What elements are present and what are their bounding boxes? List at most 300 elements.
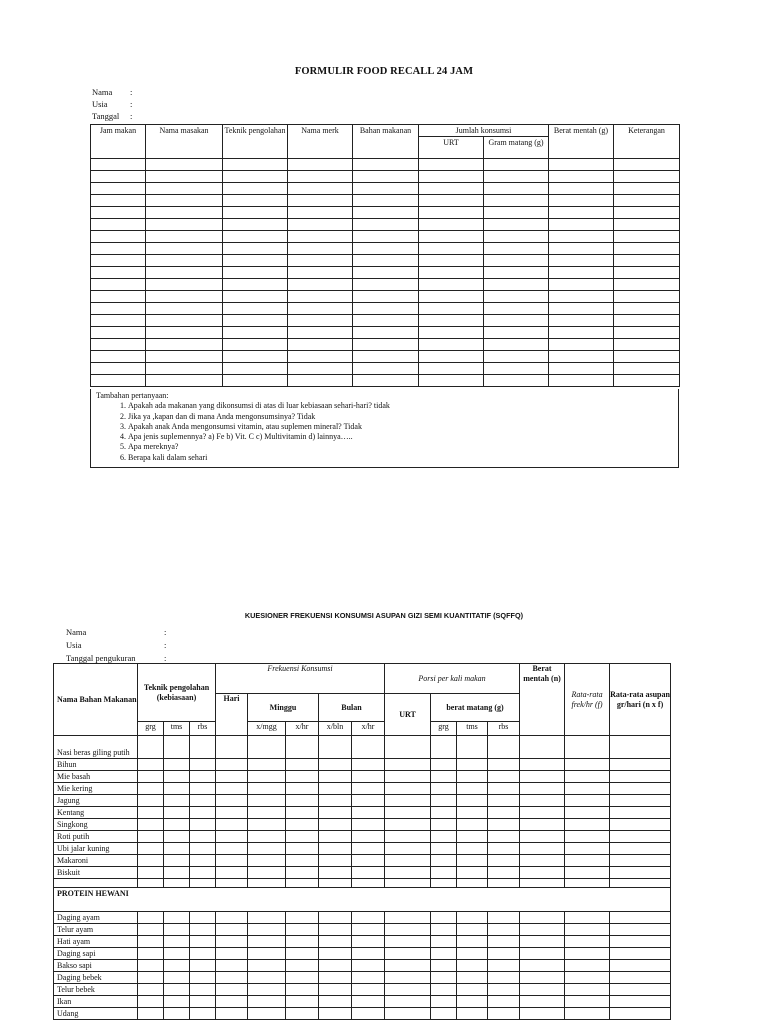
sqffq-cell[interactable]	[457, 736, 488, 759]
sqffq-cell[interactable]	[457, 972, 488, 984]
sqffq-cell[interactable]	[248, 843, 286, 855]
sqffq-cell[interactable]	[488, 867, 520, 879]
recall-cell[interactable]	[419, 207, 484, 219]
sqffq-cell[interactable]	[610, 783, 671, 795]
sqffq-cell[interactable]	[610, 879, 671, 888]
sqffq-cell[interactable]	[457, 1008, 488, 1020]
sqffq-cell[interactable]	[431, 1008, 457, 1020]
sqffq-cell[interactable]	[352, 736, 385, 759]
sqffq-cell[interactable]	[216, 867, 248, 879]
sqffq-cell[interactable]	[352, 1008, 385, 1020]
sqffq-cell[interactable]	[385, 912, 431, 924]
sqffq-cell[interactable]	[565, 795, 610, 807]
recall-cell[interactable]	[419, 375, 484, 387]
recall-cell[interactable]	[146, 207, 223, 219]
sqffq-cell[interactable]	[352, 771, 385, 783]
sqffq-cell[interactable]	[286, 996, 319, 1008]
recall-cell[interactable]	[549, 327, 614, 339]
sqffq-cell[interactable]	[488, 879, 520, 888]
recall-cell[interactable]	[484, 291, 549, 303]
sqffq-cell[interactable]	[431, 924, 457, 936]
recall-cell[interactable]	[91, 231, 146, 243]
recall-cell[interactable]	[288, 351, 353, 363]
recall-cell[interactable]	[146, 315, 223, 327]
sqffq-cell[interactable]	[565, 972, 610, 984]
sqffq-cell[interactable]	[248, 855, 286, 867]
sqffq-cell[interactable]	[610, 795, 671, 807]
sqffq-cell[interactable]	[488, 771, 520, 783]
recall-cell[interactable]	[549, 219, 614, 231]
sqffq-cell[interactable]	[286, 867, 319, 879]
sqffq-cell[interactable]	[190, 867, 216, 879]
sqffq-cell[interactable]	[352, 843, 385, 855]
sqffq-cell[interactable]	[138, 771, 164, 783]
sqffq-cell[interactable]	[565, 984, 610, 996]
recall-cell[interactable]	[549, 183, 614, 195]
recall-cell[interactable]	[223, 231, 288, 243]
recall-cell[interactable]	[353, 351, 419, 363]
sqffq-cell[interactable]	[190, 996, 216, 1008]
recall-cell[interactable]	[288, 207, 353, 219]
sqffq-cell[interactable]	[488, 996, 520, 1008]
sqffq-cell[interactable]	[457, 912, 488, 924]
sqffq-cell[interactable]	[565, 807, 610, 819]
sqffq-cell[interactable]	[431, 984, 457, 996]
recall-cell[interactable]	[223, 375, 288, 387]
recall-cell[interactable]	[353, 243, 419, 255]
recall-cell[interactable]	[484, 195, 549, 207]
sqffq-cell[interactable]	[164, 759, 190, 771]
sqffq-cell[interactable]	[138, 936, 164, 948]
recall-cell[interactable]	[288, 315, 353, 327]
sqffq-cell[interactable]	[520, 912, 565, 924]
recall-cell[interactable]	[549, 375, 614, 387]
sqffq-cell[interactable]	[216, 795, 248, 807]
recall-cell[interactable]	[91, 219, 146, 231]
recall-cell[interactable]	[614, 351, 680, 363]
recall-cell[interactable]	[419, 327, 484, 339]
recall-cell[interactable]	[223, 159, 288, 171]
sqffq-cell[interactable]	[520, 984, 565, 996]
sqffq-cell[interactable]	[520, 924, 565, 936]
sqffq-cell[interactable]	[610, 948, 671, 960]
sqffq-cell[interactable]	[385, 936, 431, 948]
sqffq-cell[interactable]	[520, 1008, 565, 1020]
sqffq-cell[interactable]	[164, 984, 190, 996]
recall-cell[interactable]	[146, 267, 223, 279]
recall-cell[interactable]	[353, 171, 419, 183]
recall-cell[interactable]	[91, 303, 146, 315]
recall-cell[interactable]	[353, 315, 419, 327]
sqffq-cell[interactable]	[190, 948, 216, 960]
sqffq-cell[interactable]	[138, 879, 164, 888]
sqffq-cell[interactable]	[457, 948, 488, 960]
sqffq-cell[interactable]	[610, 867, 671, 879]
sqffq-cell[interactable]	[565, 759, 610, 771]
sqffq-cell[interactable]	[610, 759, 671, 771]
recall-cell[interactable]	[146, 291, 223, 303]
sqffq-cell[interactable]	[216, 948, 248, 960]
recall-cell[interactable]	[353, 219, 419, 231]
sqffq-cell[interactable]	[286, 736, 319, 759]
sqffq-cell[interactable]	[488, 855, 520, 867]
sqffq-cell[interactable]	[248, 984, 286, 996]
sqffq-cell[interactable]	[565, 1008, 610, 1020]
sqffq-cell[interactable]	[352, 783, 385, 795]
sqffq-cell[interactable]	[138, 831, 164, 843]
sqffq-cell[interactable]	[138, 1008, 164, 1020]
sqffq-cell[interactable]	[319, 807, 352, 819]
recall-cell[interactable]	[223, 291, 288, 303]
sqffq-cell[interactable]	[190, 984, 216, 996]
recall-cell[interactable]	[484, 375, 549, 387]
sqffq-cell[interactable]	[216, 736, 248, 759]
sqffq-cell[interactable]	[164, 1008, 190, 1020]
recall-cell[interactable]	[91, 327, 146, 339]
recall-cell[interactable]	[223, 207, 288, 219]
recall-cell[interactable]	[549, 207, 614, 219]
recall-cell[interactable]	[288, 327, 353, 339]
sqffq-cell[interactable]	[352, 819, 385, 831]
sqffq-cell[interactable]	[319, 819, 352, 831]
recall-cell[interactable]	[484, 303, 549, 315]
sqffq-cell[interactable]	[352, 855, 385, 867]
sqffq-cell[interactable]	[488, 984, 520, 996]
sqffq-cell[interactable]	[457, 819, 488, 831]
sqffq-cell[interactable]	[431, 807, 457, 819]
sqffq-cell[interactable]	[352, 831, 385, 843]
sqffq-cell[interactable]	[164, 912, 190, 924]
sqffq-cell[interactable]	[286, 819, 319, 831]
recall-cell[interactable]	[614, 339, 680, 351]
sqffq-cell[interactable]	[385, 831, 431, 843]
sqffq-cell[interactable]	[286, 936, 319, 948]
recall-cell[interactable]	[549, 171, 614, 183]
sqffq-cell[interactable]	[286, 759, 319, 771]
sqffq-cell[interactable]	[431, 843, 457, 855]
sqffq-cell[interactable]	[565, 912, 610, 924]
recall-cell[interactable]	[614, 219, 680, 231]
sqffq-cell[interactable]	[216, 843, 248, 855]
recall-cell[interactable]	[419, 291, 484, 303]
sqffq-cell[interactable]	[385, 879, 431, 888]
recall-cell[interactable]	[614, 267, 680, 279]
sqffq-cell[interactable]	[488, 924, 520, 936]
recall-cell[interactable]	[614, 255, 680, 267]
sqffq-cell[interactable]	[164, 924, 190, 936]
recall-cell[interactable]	[353, 207, 419, 219]
sqffq-cell[interactable]	[385, 843, 431, 855]
sqffq-cell[interactable]	[138, 996, 164, 1008]
recall-cell[interactable]	[614, 231, 680, 243]
recall-cell[interactable]	[223, 171, 288, 183]
recall-cell[interactable]	[484, 327, 549, 339]
sqffq-cell[interactable]	[138, 807, 164, 819]
sqffq-cell[interactable]	[138, 783, 164, 795]
sqffq-cell[interactable]	[520, 972, 565, 984]
recall-cell[interactable]	[614, 291, 680, 303]
sqffq-cell[interactable]	[248, 795, 286, 807]
sqffq-cell[interactable]	[488, 759, 520, 771]
sqffq-cell[interactable]	[457, 867, 488, 879]
sqffq-cell[interactable]	[431, 972, 457, 984]
sqffq-cell[interactable]	[565, 843, 610, 855]
recall-cell[interactable]	[549, 267, 614, 279]
sqffq-cell[interactable]	[319, 996, 352, 1008]
sqffq-cell[interactable]	[216, 912, 248, 924]
sqffq-cell[interactable]	[190, 736, 216, 759]
recall-cell[interactable]	[146, 363, 223, 375]
recall-cell[interactable]	[549, 339, 614, 351]
sqffq-cell[interactable]	[319, 984, 352, 996]
recall-cell[interactable]	[91, 375, 146, 387]
sqffq-cell[interactable]	[385, 984, 431, 996]
sqffq-cell[interactable]	[190, 912, 216, 924]
sqffq-cell[interactable]	[319, 831, 352, 843]
sqffq-cell[interactable]	[488, 795, 520, 807]
sqffq-cell[interactable]	[138, 736, 164, 759]
recall-cell[interactable]	[91, 183, 146, 195]
sqffq-cell[interactable]	[520, 795, 565, 807]
recall-cell[interactable]	[549, 231, 614, 243]
sqffq-cell[interactable]	[488, 1008, 520, 1020]
sqffq-cell[interactable]	[565, 879, 610, 888]
recall-cell[interactable]	[91, 207, 146, 219]
sqffq-cell[interactable]	[286, 795, 319, 807]
sqffq-cell[interactable]	[520, 819, 565, 831]
sqffq-cell[interactable]	[164, 879, 190, 888]
sqffq-cell[interactable]	[286, 948, 319, 960]
sqffq-cell[interactable]	[248, 759, 286, 771]
sqffq-cell[interactable]	[385, 855, 431, 867]
sqffq-cell[interactable]	[190, 771, 216, 783]
sqffq-cell[interactable]	[216, 936, 248, 948]
sqffq-cell[interactable]	[565, 960, 610, 972]
sqffq-cell[interactable]	[520, 771, 565, 783]
recall-cell[interactable]	[614, 171, 680, 183]
sqffq-cell[interactable]	[457, 759, 488, 771]
sqffq-cell[interactable]	[565, 996, 610, 1008]
sqffq-cell[interactable]	[319, 855, 352, 867]
sqffq-cell[interactable]	[319, 771, 352, 783]
recall-cell[interactable]	[146, 195, 223, 207]
recall-cell[interactable]	[484, 363, 549, 375]
recall-cell[interactable]	[484, 315, 549, 327]
recall-cell[interactable]	[549, 159, 614, 171]
recall-cell[interactable]	[223, 195, 288, 207]
sqffq-cell[interactable]	[248, 1008, 286, 1020]
sqffq-cell[interactable]	[319, 1008, 352, 1020]
sqffq-cell[interactable]	[190, 831, 216, 843]
recall-cell[interactable]	[288, 243, 353, 255]
sqffq-cell[interactable]	[610, 831, 671, 843]
recall-cell[interactable]	[353, 303, 419, 315]
sqffq-cell[interactable]	[385, 759, 431, 771]
sqffq-cell[interactable]	[164, 795, 190, 807]
sqffq-cell[interactable]	[248, 807, 286, 819]
sqffq-cell[interactable]	[216, 1008, 248, 1020]
recall-cell[interactable]	[146, 375, 223, 387]
recall-cell[interactable]	[419, 351, 484, 363]
recall-cell[interactable]	[419, 219, 484, 231]
recall-cell[interactable]	[353, 159, 419, 171]
sqffq-cell[interactable]	[190, 759, 216, 771]
recall-cell[interactable]	[419, 255, 484, 267]
sqffq-cell[interactable]	[431, 759, 457, 771]
sqffq-cell[interactable]	[457, 936, 488, 948]
sqffq-cell[interactable]	[138, 924, 164, 936]
recall-cell[interactable]	[91, 351, 146, 363]
sqffq-cell[interactable]	[352, 948, 385, 960]
sqffq-cell[interactable]	[216, 924, 248, 936]
recall-cell[interactable]	[91, 243, 146, 255]
sqffq-cell[interactable]	[352, 960, 385, 972]
recall-cell[interactable]	[419, 195, 484, 207]
recall-cell[interactable]	[484, 159, 549, 171]
sqffq-cell[interactable]	[457, 924, 488, 936]
recall-cell[interactable]	[223, 339, 288, 351]
sqffq-cell[interactable]	[457, 984, 488, 996]
sqffq-cell[interactable]	[216, 984, 248, 996]
sqffq-cell[interactable]	[457, 795, 488, 807]
sqffq-cell[interactable]	[488, 843, 520, 855]
sqffq-cell[interactable]	[248, 867, 286, 879]
recall-cell[interactable]	[91, 195, 146, 207]
sqffq-cell[interactable]	[190, 1008, 216, 1020]
recall-cell[interactable]	[223, 351, 288, 363]
sqffq-cell[interactable]	[190, 783, 216, 795]
sqffq-cell[interactable]	[138, 948, 164, 960]
recall-cell[interactable]	[353, 195, 419, 207]
recall-cell[interactable]	[146, 351, 223, 363]
recall-cell[interactable]	[419, 183, 484, 195]
recall-cell[interactable]	[549, 195, 614, 207]
sqffq-cell[interactable]	[216, 855, 248, 867]
recall-cell[interactable]	[288, 183, 353, 195]
recall-cell[interactable]	[353, 267, 419, 279]
sqffq-cell[interactable]	[457, 807, 488, 819]
sqffq-cell[interactable]	[431, 936, 457, 948]
recall-cell[interactable]	[91, 339, 146, 351]
recall-cell[interactable]	[614, 363, 680, 375]
sqffq-cell[interactable]	[488, 783, 520, 795]
sqffq-cell[interactable]	[565, 831, 610, 843]
recall-cell[interactable]	[223, 363, 288, 375]
sqffq-cell[interactable]	[286, 807, 319, 819]
sqffq-cell[interactable]	[190, 879, 216, 888]
recall-cell[interactable]	[288, 255, 353, 267]
recall-cell[interactable]	[614, 243, 680, 255]
recall-cell[interactable]	[614, 195, 680, 207]
sqffq-cell[interactable]	[216, 807, 248, 819]
sqffq-cell[interactable]	[520, 807, 565, 819]
sqffq-cell[interactable]	[164, 843, 190, 855]
sqffq-cell[interactable]	[520, 936, 565, 948]
recall-cell[interactable]	[353, 363, 419, 375]
sqffq-cell[interactable]	[319, 795, 352, 807]
sqffq-cell[interactable]	[164, 736, 190, 759]
recall-cell[interactable]	[288, 339, 353, 351]
sqffq-cell[interactable]	[520, 879, 565, 888]
sqffq-cell[interactable]	[488, 807, 520, 819]
recall-cell[interactable]	[549, 291, 614, 303]
sqffq-cell[interactable]	[385, 795, 431, 807]
sqffq-cell[interactable]	[216, 759, 248, 771]
sqffq-cell[interactable]	[216, 771, 248, 783]
recall-cell[interactable]	[549, 363, 614, 375]
sqffq-cell[interactable]	[286, 984, 319, 996]
sqffq-cell[interactable]	[248, 960, 286, 972]
sqffq-cell[interactable]	[610, 972, 671, 984]
sqffq-cell[interactable]	[520, 867, 565, 879]
recall-cell[interactable]	[146, 279, 223, 291]
sqffq-cell[interactable]	[216, 996, 248, 1008]
sqffq-cell[interactable]	[138, 972, 164, 984]
recall-cell[interactable]	[146, 255, 223, 267]
sqffq-cell[interactable]	[488, 912, 520, 924]
sqffq-cell[interactable]	[190, 855, 216, 867]
recall-cell[interactable]	[614, 327, 680, 339]
sqffq-cell[interactable]	[431, 783, 457, 795]
sqffq-cell[interactable]	[457, 783, 488, 795]
sqffq-cell[interactable]	[610, 960, 671, 972]
sqffq-cell[interactable]	[457, 996, 488, 1008]
sqffq-cell[interactable]	[138, 855, 164, 867]
sqffq-cell[interactable]	[248, 831, 286, 843]
recall-cell[interactable]	[91, 159, 146, 171]
sqffq-cell[interactable]	[431, 867, 457, 879]
sqffq-cell[interactable]	[431, 795, 457, 807]
recall-cell[interactable]	[549, 243, 614, 255]
recall-cell[interactable]	[419, 363, 484, 375]
sqffq-cell[interactable]	[216, 879, 248, 888]
sqffq-cell[interactable]	[610, 819, 671, 831]
sqffq-cell[interactable]	[520, 948, 565, 960]
sqffq-cell[interactable]	[248, 783, 286, 795]
recall-cell[interactable]	[353, 375, 419, 387]
sqffq-cell[interactable]	[431, 736, 457, 759]
sqffq-cell[interactable]	[286, 855, 319, 867]
sqffq-cell[interactable]	[352, 972, 385, 984]
sqffq-cell[interactable]	[138, 795, 164, 807]
sqffq-cell[interactable]	[190, 936, 216, 948]
sqffq-cell[interactable]	[248, 936, 286, 948]
sqffq-cell[interactable]	[610, 807, 671, 819]
sqffq-cell[interactable]	[319, 972, 352, 984]
sqffq-cell[interactable]	[610, 843, 671, 855]
sqffq-cell[interactable]	[190, 795, 216, 807]
sqffq-cell[interactable]	[138, 984, 164, 996]
sqffq-cell[interactable]	[431, 912, 457, 924]
sqffq-cell[interactable]	[610, 996, 671, 1008]
recall-cell[interactable]	[146, 171, 223, 183]
sqffq-cell[interactable]	[610, 771, 671, 783]
recall-cell[interactable]	[353, 339, 419, 351]
recall-cell[interactable]	[91, 291, 146, 303]
sqffq-cell[interactable]	[385, 972, 431, 984]
recall-cell[interactable]	[419, 171, 484, 183]
recall-cell[interactable]	[484, 267, 549, 279]
sqffq-cell[interactable]	[520, 843, 565, 855]
recall-cell[interactable]	[614, 159, 680, 171]
recall-cell[interactable]	[419, 243, 484, 255]
sqffq-cell[interactable]	[431, 996, 457, 1008]
recall-cell[interactable]	[419, 339, 484, 351]
recall-cell[interactable]	[484, 207, 549, 219]
sqffq-cell[interactable]	[457, 960, 488, 972]
sqffq-cell[interactable]	[352, 867, 385, 879]
sqffq-cell[interactable]	[385, 960, 431, 972]
